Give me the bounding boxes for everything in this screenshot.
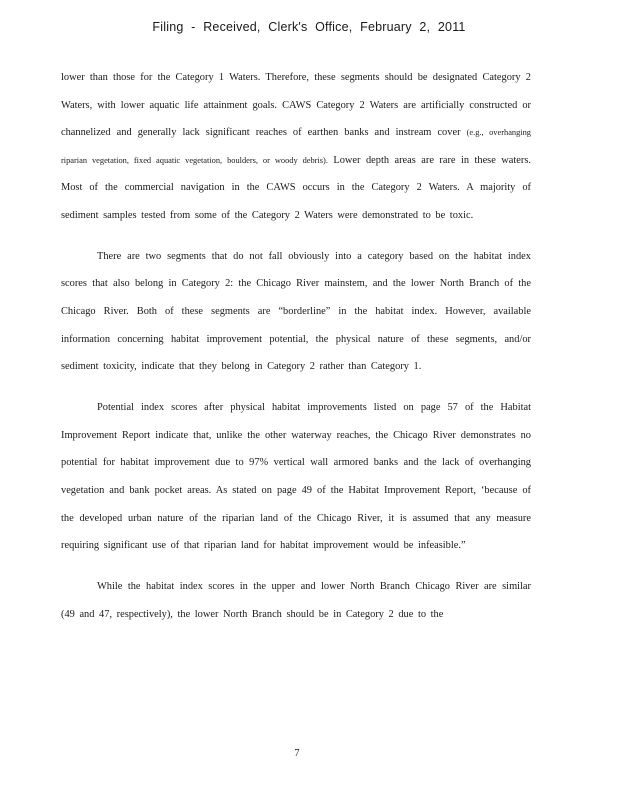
paragraph-3: Potential index scores after physical habitat improvements listed on page 57 of the Habitat Improvement Report indicate that, unlike the other waterway reaches, the Chicago River demonstrates no potential for habitat improvement due to 97% vertical wall armored banks and the lack of overhanging vegetation and bank pocket areas. As stated on page 49 of the Habitat Improvement Report, ‘because of the developed urban nature of the riparian land of the Chicago River, it is assumed that any measure requiring significant use of that riparian land for habitat improvement would be infeasible.” xyxy=(61,402,531,552)
paragraph-2: There are two segments that do not fall obviously into a category based on the habitat index scores that also belong in Category 2: the Chicago River mainstem, and the lower North Branch of the Chicago River. Both of these segments are “borderline” in the habitat index. However, available information concerning habitat improvement potential, the physical nature of these segments, and/or sediment toxicity, indicate that they belong in Category 2 rather than Category 1. xyxy=(61,250,531,373)
paragraph-1-text-c: Lower depth areas are rare in these waters. Most of the commercial navigation in the CAWS occurs in the Category 2 Waters. A majority of sediment samples tested from some of the Category 2 Waters were demonstrated to be toxic. xyxy=(61,154,531,221)
filing-header: Filing - Received, Clerk's Office, February 2, 2011 xyxy=(152,20,466,34)
paragraph-4: While the habitat index scores in the upper and lower North Branch Chicago River are similar (49 and 47, respectively), the lower North Branch should be in Category 2 due to the xyxy=(61,580,531,620)
paragraph-1-parenthetical: (e.g., overhanging riparian vegetation, fixed aquatic vegetation, boulders, or woody debris). xyxy=(61,128,531,165)
page-number: 7 xyxy=(294,748,300,759)
document-body xyxy=(61,64,531,641)
paragraph-1 xyxy=(61,64,531,230)
paragraph-1-text-a: lower than those for the Category 1 Waters. Therefore, these segments should be designated Category 2 Waters, with lower aquatic life attainment goals. CAWS Category 2 Waters are artificially constructed or channelized and generally lack significant reaches of earthen banks and instream cover xyxy=(61,72,531,139)
